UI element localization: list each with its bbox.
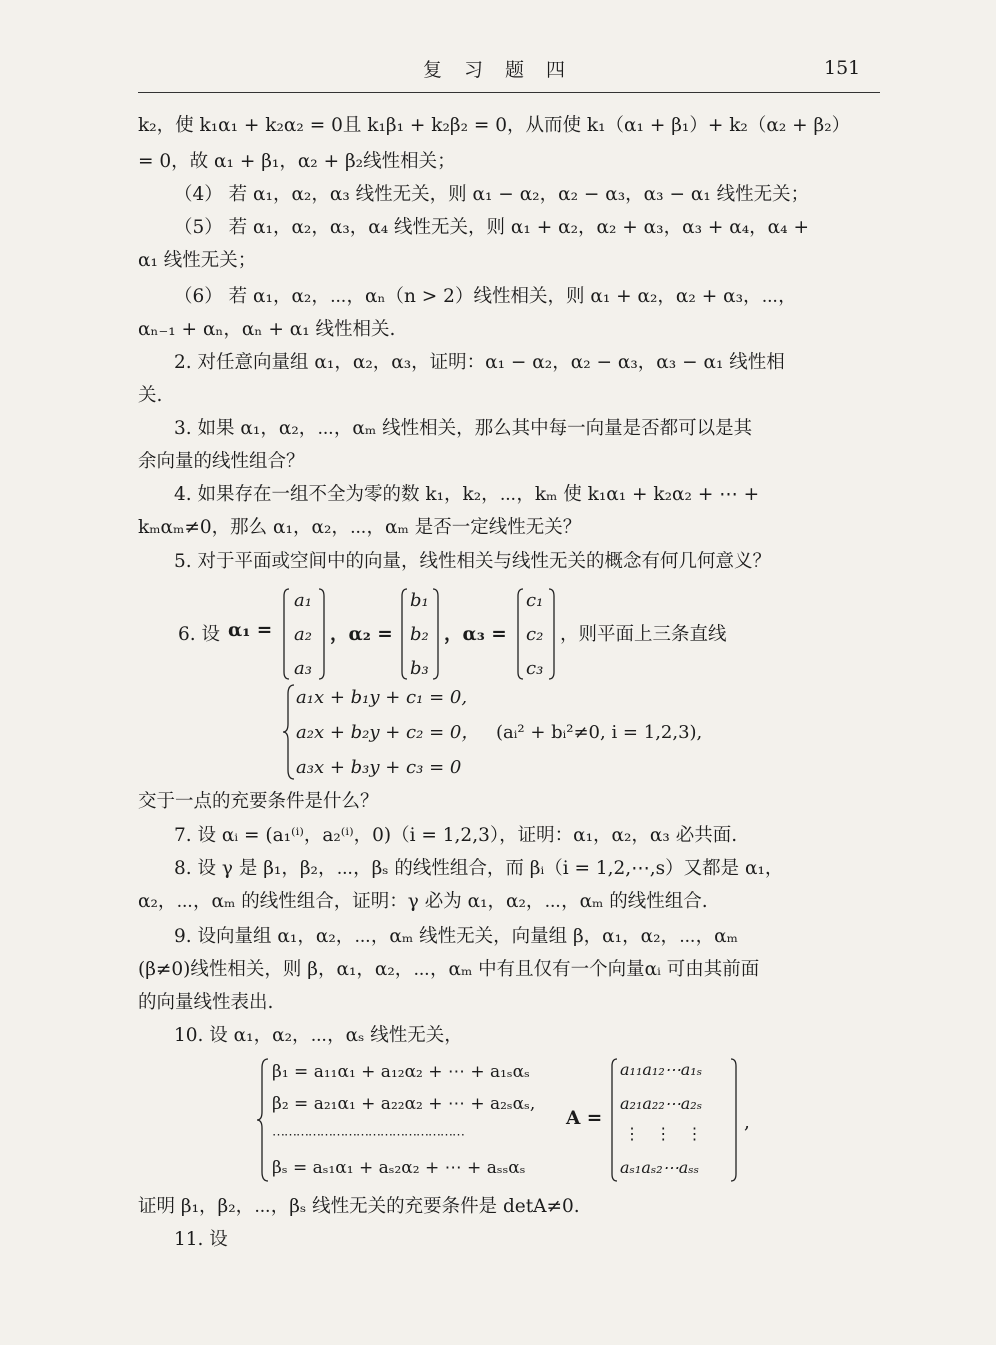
system-left-brace: [282, 684, 296, 780]
item-4: （4） 若 α₁，α₂，α₃ 线性无关，则 α₁ − α₂，α₂ − α₃，α₃ − α₁ 线性无关；: [174, 184, 810, 205]
q10-equation-s: βₛ = aₛ₁α₁ + aₛ₂α₂ + ⋯ + aₛₛαₛ: [272, 1158, 526, 1178]
line-equation-3: a₃x + b₃y + c₃ = 0: [296, 757, 462, 778]
question-2-cont: 关.: [138, 385, 163, 406]
line-equation-1: a₁x + b₁y + c₁ = 0,: [296, 687, 468, 708]
matrix-A-row: a₂₁a₂₂⋯a₂ₛ: [620, 1094, 703, 1113]
question-4-cont: kₘαₘ≠0，那么 α₁，α₂，⋯，αₘ 是否一定线性无关？: [138, 517, 582, 538]
question-3-cont: 余向量的线性组合？: [138, 451, 305, 472]
alpha1-label: α₁ =: [228, 620, 273, 641]
matrix-A-label: A =: [566, 1108, 603, 1129]
item-6: （6） 若 α₁，α₂，⋯，αₙ（n > 2）线性相关，则 α₁ + α₂，α₂ + α₃，⋯，: [174, 286, 797, 307]
matrix-A-row: aₛ₁aₛ₂⋯aₛₛ: [620, 1158, 700, 1177]
running-header-title: 复 习 题 四: [422, 59, 574, 81]
question-3: 3. 如果 α₁，α₂，⋯，αₘ 线性相关，那么其中每一向量是否都可以是其: [174, 418, 753, 439]
vector-a-entry: a₁: [294, 590, 312, 611]
matrix-A-row: a₁₁a₁₂⋯a₁ₛ: [620, 1060, 703, 1079]
matrix-A-comma: ,: [744, 1112, 750, 1133]
vector-b-entry: b₁: [410, 590, 429, 611]
item-5-cont: α₁ 线性无关；: [138, 250, 257, 271]
text-line-2: = 0，故 α₁ + β₁，α₂ + β₂线性相关；: [138, 151, 456, 172]
vector-a-left-bracket: [282, 588, 290, 680]
question-10-conclusion: 证明 β₁，β₂，⋯，βₛ 线性无关的充要条件是 detA≠0.: [138, 1196, 580, 1217]
q10-equation-2: β₂ = a₂₁α₁ + a₂₂α₂ + ⋯ + a₂ₛαₛ,: [272, 1094, 536, 1114]
question-11: 11. 设: [174, 1229, 228, 1250]
alpha3-label: ，α₃ =: [444, 624, 507, 645]
question-7: 7. 设 αᵢ = (a₁⁽ⁱ⁾，a₂⁽ⁱ⁾，0)（i = 1,2,3），证明：α₁，α₂，α₃ 必共面.: [174, 825, 738, 846]
item-6-cont: αₙ₋₁ + αₙ，αₙ + α₁ 线性相关.: [138, 319, 396, 340]
q10-equation-1: β₁ = a₁₁α₁ + a₁₂α₂ + ⋯ + a₁ₛαₛ: [272, 1062, 530, 1082]
question-6-suffix: ，则平面上三条直线: [560, 624, 727, 645]
item-5: （5） 若 α₁，α₂，α₃，α₄ 线性无关，则 α₁ + α₂，α₂ + α₃，α₃ + α₄，α₄ +: [174, 217, 809, 238]
vector-b-right-bracket: [432, 588, 440, 680]
header-rule: [138, 92, 880, 93]
system-condition: (aᵢ² + bᵢ²≠0, i = 1,2,3),: [496, 722, 703, 743]
vector-c-entry: c₂: [526, 624, 544, 645]
question-6-tail: 交于一点的充要条件是什么？: [138, 791, 379, 812]
matrix-A-row: ⋮ ⋮ ⋮: [624, 1124, 703, 1143]
vector-c-left-bracket: [516, 588, 524, 680]
question-4: 4. 如果存在一组不全为零的数 k₁，k₂，⋯，kₘ 使 k₁α₁ + k₂α₂ + ⋯ +: [174, 484, 760, 505]
question-5: 5. 对于平面或空间中的向量，线性相关与线性无关的概念有何几何意义？: [174, 551, 772, 572]
question-10: 10. 设 α₁，α₂，⋯，αₛ 线性无关，: [174, 1025, 463, 1046]
q10-system-left-brace: [256, 1058, 270, 1182]
question-6-prefix: 6. 设: [178, 624, 221, 645]
line-equation-2: a₂x + b₂y + c₂ = 0，: [296, 722, 480, 743]
vector-c-entry: c₁: [526, 590, 544, 611]
page-number: 151: [824, 57, 861, 79]
question-8: 8. 设 γ 是 β₁，β₂，⋯，βₛ 的线性组合，而 βᵢ（i = 1,2,⋯,s）又都是 α₁，: [174, 858, 784, 879]
vector-b-left-bracket: [400, 588, 408, 680]
vector-a-entry: a₃: [294, 658, 312, 679]
matrix-A-right-bracket: [730, 1058, 738, 1182]
question-2: 2. 对任意向量组 α₁，α₂，α₃，证明：α₁ − α₂，α₂ − α₃，α₃ − α₁ 线性相: [174, 352, 785, 373]
question-9-cont: (β≠0)线性相关，则 β，α₁，α₂，⋯，αₘ 中有且仅有一个向量αᵢ 可由其前面: [138, 959, 760, 980]
vector-a-right-bracket: [318, 588, 326, 680]
matrix-A-left-bracket: [610, 1058, 618, 1182]
question-8-cont: α₂，⋯，αₘ 的线性组合，证明：γ 必为 α₁，α₂，⋯，αₘ 的线性组合.: [138, 891, 708, 912]
alpha2-label: ，α₂ =: [330, 624, 393, 645]
question-9: 9. 设向量组 α₁，α₂，⋯，αₘ 线性无关，向量组 β，α₁，α₂，⋯，αₘ: [174, 926, 738, 947]
text-line-1: k₂，使 k₁α₁ + k₂α₂ = 0且 k₁β₁ + k₂β₂ = 0，从而使 k₁（α₁ + β₁）+ k₂（α₂ + β₂）: [138, 115, 851, 136]
q10-ellipsis-row: ⋯⋯⋯⋯⋯⋯⋯⋯⋯⋯⋯⋯⋯⋯⋯⋯: [272, 1128, 464, 1143]
vector-b-entry: b₂: [410, 624, 429, 645]
vector-c-entry: c₃: [526, 658, 544, 679]
vector-c-right-bracket: [548, 588, 556, 680]
vector-b-entry: b₃: [410, 658, 429, 679]
vector-a-entry: a₂: [294, 624, 312, 645]
question-9-cont2: 的向量线性表出.: [138, 992, 274, 1013]
